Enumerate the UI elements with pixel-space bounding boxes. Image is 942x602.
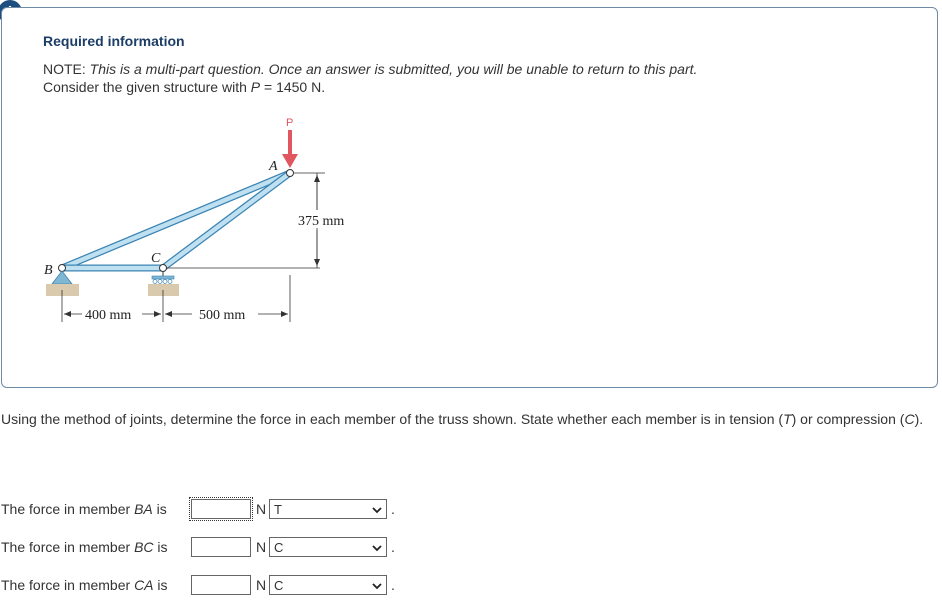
consider-after: = 1450 N. (260, 79, 326, 95)
tension-compression-select-bc[interactable] (269, 537, 387, 557)
dim-right-label: 500 mm (199, 308, 246, 323)
answer-label-ca (1, 577, 168, 593)
label-member: BA (134, 501, 153, 517)
roller-support (152, 276, 174, 279)
note-prefix: NOTE: (43, 61, 86, 77)
chevron-down-icon (372, 581, 382, 591)
ground-c (148, 284, 179, 296)
question-part3: ). (914, 411, 924, 427)
dim-height-label: 375 mm (298, 214, 345, 229)
select-value-ba: T (274, 502, 282, 517)
label-member: BC (134, 539, 154, 555)
select-value-ca: C (274, 578, 284, 593)
label-prefix: The force in member (1, 539, 135, 555)
unit-label-ba: N (256, 501, 267, 517)
joint-a (287, 170, 294, 177)
joint-c (160, 265, 167, 272)
question-part2: ) or compression ( (791, 411, 905, 427)
consider-var: P (250, 79, 261, 95)
answer-label-ba (1, 501, 167, 517)
label-prefix: The force in member (1, 501, 135, 517)
chevron-down-icon (372, 505, 382, 515)
consider-text (43, 79, 325, 95)
note-body: This is a multi-part question. Once an answer is submitted, you will be unable to return to this part. (89, 61, 698, 77)
unit-label-bc: N (256, 539, 267, 555)
force-ca-input[interactable] (191, 575, 251, 595)
dim-left-label: 400 mm (85, 308, 132, 323)
pin-support (52, 271, 72, 284)
joint-b-label: B (44, 263, 53, 278)
label-suffix: is (153, 539, 168, 555)
joint-c-label: C (151, 251, 161, 266)
joint-a-label: A (269, 159, 278, 174)
question-part1: Using the method of joints, determine the force in each member of the truss shown. State whether each member is in tension ( (1, 411, 784, 427)
force-ba-input[interactable] (191, 499, 251, 519)
period-ca: . (391, 577, 395, 593)
force-bc-input[interactable] (191, 537, 251, 557)
label-prefix: The force in member (1, 577, 135, 593)
tension-compression-select-ca[interactable] (269, 575, 387, 595)
question-text (1, 410, 926, 429)
tension-var: T (783, 411, 792, 427)
truss-diagram (30, 110, 370, 330)
load-label: P (286, 117, 294, 129)
label-suffix: is (152, 501, 167, 517)
compression-var: C (904, 411, 915, 427)
label-member: CA (134, 577, 154, 593)
select-value-bc: C (274, 540, 284, 555)
required-info-title: Required information (43, 33, 185, 49)
period-bc: . (391, 539, 395, 555)
chevron-down-icon (372, 543, 382, 553)
note-text (43, 61, 697, 77)
label-suffix: is (153, 577, 168, 593)
answer-label-bc (1, 539, 168, 555)
period-ba: . (391, 501, 395, 517)
tension-compression-select-ba[interactable] (269, 499, 387, 519)
unit-label-ca: N (256, 577, 267, 593)
ground-b (46, 284, 79, 296)
consider-before: Consider the given structure with (43, 79, 251, 95)
